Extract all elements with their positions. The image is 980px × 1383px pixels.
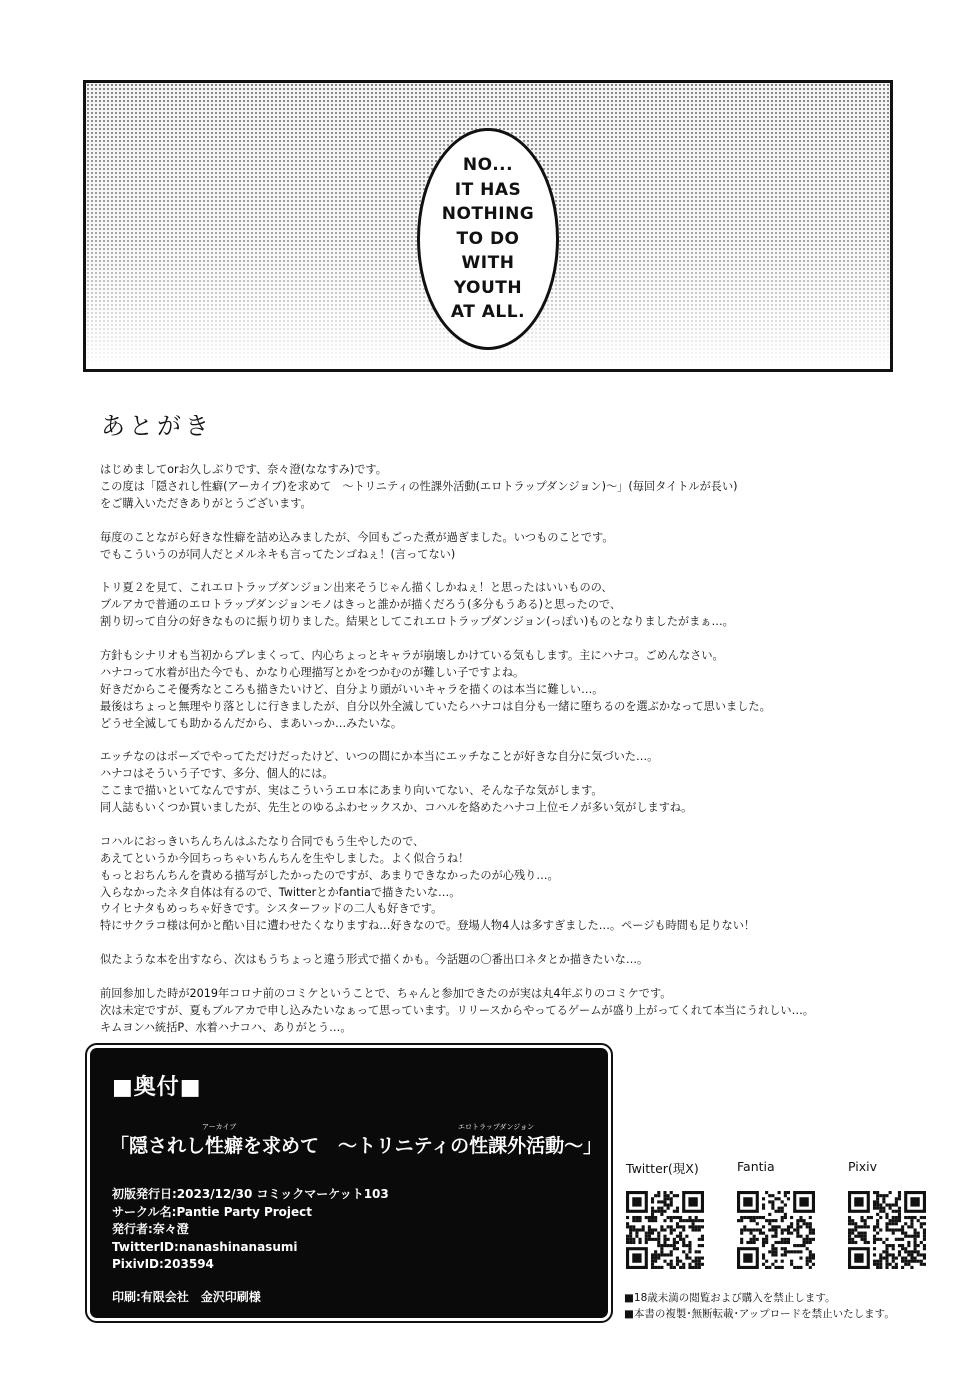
info-twitter-id: TwitterID:nanashinanasumi <box>112 1239 298 1254</box>
afterword-line: 入らなかったネタ自体は有るので、Twitterとかfantiaで描きたいな…。 <box>100 885 461 899</box>
pixiv-qr-code[interactable] <box>848 1191 926 1269</box>
info-release-date: 初版発行日:2023/12/30 コミックマーケット103 <box>112 1187 389 1201</box>
afterword-line: この度は「隠されし性癖(アーカイブ)を求めて ～トリニティの性課外活動(エロトラップダンジョン)～」(毎回タイトルが長い) <box>100 479 738 493</box>
afterword-line: 前回参加した時が2019年コロナ前のコミケということで、ちゃんと参加できたのが実は丸4年ぶりのコミケです。 <box>100 986 672 1000</box>
notices <box>624 1290 895 1322</box>
afterword-line: 次は未定ですが、夏もブルアカで申し込みたいなぁって思っています。リリースからやってるゲームが盛り上がってくれて本当にうれしい…。 <box>100 1003 814 1017</box>
twitter-qr-code[interactable] <box>626 1191 704 1269</box>
afterword-line: もっとおちんちんを責める描写がしたかったのですが、あまりできなかったのが心残り…。 <box>100 868 559 882</box>
afterword-line: ここまで描いといてなんですが、実はこういうエロ本にあまり向いてない、そんな子な気がします。 <box>100 784 603 798</box>
afterword-line: 最後はちょっと無理やり落としに行きましたが、自分以外全滅していたらハナコは自分も一緒に堕ちるのを選ぶかなって思いました。 <box>100 699 771 713</box>
afterword-heading: あとがき <box>101 412 213 440</box>
afterword-paragraph <box>100 749 890 817</box>
info-publisher: 発行者:奈々澄 <box>112 1222 189 1236</box>
afterword-paragraph <box>100 580 890 631</box>
afterword-line: トリ夏２を見て、これエロトラップダンジョン出来そうじゃん描くしかねぇ！と思ったはいいものの、 <box>100 581 613 595</box>
afterword-body <box>100 462 890 1087</box>
afterword-line: ハナコはそういう子です、多分、個人的には。 <box>100 767 334 781</box>
afterword-line: 特にサクラコ様は何かと酷い目に遭わせたくなりますね…好きなので。登場人物4人は多すぎました…。ページも時間も足りない！ <box>100 919 756 933</box>
afterword-paragraph <box>100 986 890 1037</box>
info-circle-name: サークル名:Pantie Party Project <box>112 1204 313 1219</box>
notice-age-restriction: ■18歳未満の閲覧および購入を禁止します。 <box>624 1292 836 1304</box>
afterword-line: キムヨンハ統括P、水着ハナコハ、ありがとう…。 <box>100 1020 352 1034</box>
colophon-info <box>112 1186 389 1274</box>
afterword-line: 好きだからこそ優秀なところも描きたいけど、自分より頭がいいキャラを描くのは本当に難しい…。 <box>100 682 604 696</box>
fantia-label: Fantia <box>737 1159 775 1174</box>
afterword-paragraph <box>100 648 890 733</box>
afterword-line: エッチなのはポーズでやってただけだったけど、いつの間にか本当にエッチなことが好きな自分に気づいた…。 <box>100 750 659 764</box>
afterword-line: どうせ全滅しても助かるんだから、まあいっか…みたいな。 <box>100 716 403 730</box>
twitter-label: Twitter(現X) <box>626 1161 699 1176</box>
afterword-paragraph <box>100 952 890 969</box>
afterword-line: コハルにおっきいちんちんはふたなり合同でもう生やしたので、 <box>100 834 425 848</box>
afterword-line: 割り切って自分の好きなものに振り切りました。結果としてこれエロトラップダンジョン(っぽい)ものとなりましたがまぁ…。 <box>100 615 734 629</box>
notice-copyright: ■本書の複製･無断転載･アップロードを禁止いたします。 <box>624 1308 895 1320</box>
afterword-line: 同人誌もいくつか買いましたが、先生とのゆるふわセックスか、コハルを絡めたハナコ上位モノが多い気がしますね。 <box>100 801 693 815</box>
ruby-archive: アーカイブ <box>202 1123 237 1131</box>
afterword-line: はじめましてorお久しぶりです、奈々澄(ななすみ)です。 <box>100 463 387 476</box>
info-pixiv-id: PixivID:203594 <box>112 1257 214 1271</box>
pixiv-label: Pixiv <box>848 1159 878 1174</box>
afterword-line: ウイヒナタもめっちゃ好きです。シスターフッドの二人も好きです。 <box>100 902 443 916</box>
fantia-qr-code[interactable] <box>737 1191 815 1269</box>
speech-bubble <box>417 128 559 350</box>
speech-text: NO... IT HAS NOTHING TO DO WITH YOUTH AT ALL. <box>441 155 535 322</box>
afterword-paragraph <box>100 462 890 513</box>
colophon-book-title: 「隠されし性癖を求めて ～トリニティの性課外活動～」 <box>110 1135 603 1157</box>
afterword-line: をご購入いただきありがとうございます。 <box>100 496 312 510</box>
colophon-box <box>90 1048 608 1318</box>
colophon-title: ■奥付■ <box>112 1075 202 1100</box>
afterword-line: 方針もシナリオも当初からブレまくって、内心ちょっとキャラが崩壊しかけている気もします。主にハナコ。ごめんなさい。 <box>100 648 724 662</box>
afterword-paragraph <box>100 834 890 935</box>
afterword-line: あえてというか今回ちっちゃいちんちんを生やしました。よく似合うね！ <box>100 851 470 865</box>
afterword-paragraph <box>100 530 890 564</box>
afterword-line: ハナコって水着が出た今でも、かなり心理描写とかをつかむのが難しい子ですよね。 <box>100 665 525 679</box>
afterword-line: 似たような本を出すなら、次はもうちょっと違う形式で描くかも。今話題の〇番出口ネタとか描きたいな…。 <box>100 953 649 967</box>
afterword-line: 毎度のことながら好きな性癖を詰め込みましたが、今回もごった煮が過ぎました。いつものことです。 <box>100 530 614 544</box>
colophon-printer: 印刷:有限会社 金沢印刷様 <box>112 1290 261 1304</box>
afterword-line: ブルアカで普通のエロトラップダンジョンモノはきっと誰かが描くだろう(多分もうある)と思ったので、 <box>100 598 622 612</box>
afterword-line: でもこういうのが同人だとメルネキも言ってたンゴねぇ！(言ってない) <box>100 547 456 561</box>
ruby-dungeon: エロトラップダンジョン <box>458 1123 535 1131</box>
